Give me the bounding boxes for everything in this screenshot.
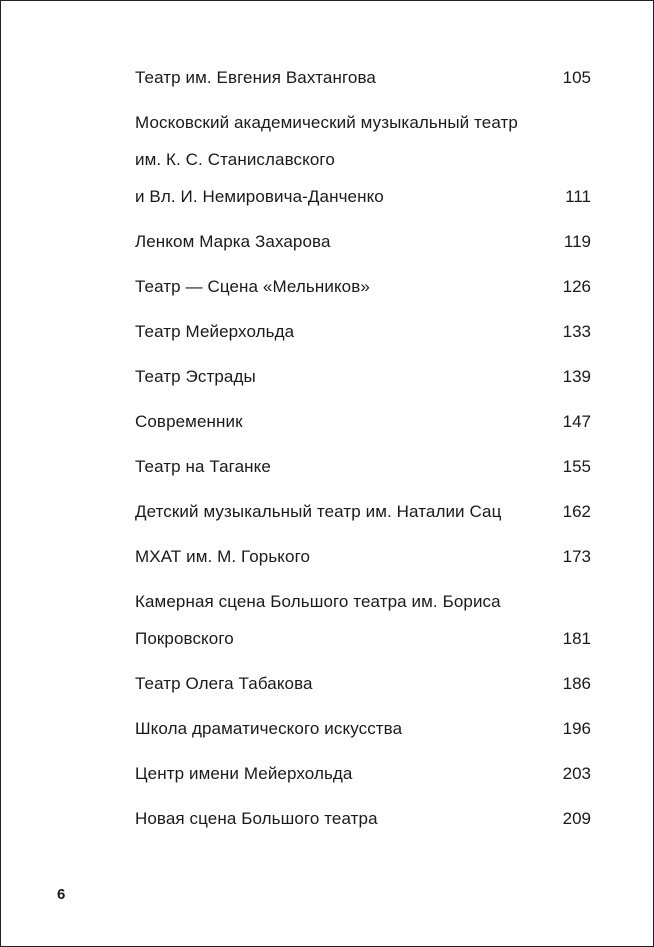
- toc-entry-title-line: Новая сцена Большого театра: [135, 809, 378, 828]
- toc-entry-page-number: 203: [562, 764, 591, 783]
- toc-entry-page-number: 162: [562, 502, 591, 521]
- toc-entry-title-line: Камерная сцена Большого театра им. Бориса: [135, 592, 501, 611]
- toc-entry: [135, 268, 591, 305]
- toc-entry-title-line: Ленком Марка Захарова: [135, 232, 331, 251]
- toc-entry: [135, 403, 591, 440]
- toc-entry: [135, 59, 591, 96]
- toc-entry-title-line: Театр Эстрады: [135, 367, 256, 386]
- toc-entry-page-number: 105: [562, 68, 591, 87]
- toc-entry-title-line: Театр — Сцена «Мельников»: [135, 277, 370, 296]
- toc-entry-page-number: 119: [563, 232, 591, 251]
- toc-entry-page-number: 139: [562, 367, 591, 386]
- toc-entry-page-number: 173: [562, 547, 591, 566]
- toc-entry: [135, 358, 591, 395]
- toc-entry: [135, 755, 591, 792]
- toc-entry-title-line: Театр им. Евгения Вахтангова: [135, 68, 376, 87]
- toc-entry: [135, 665, 591, 702]
- toc-entry-title-line: Театр Мейерхольда: [135, 322, 295, 341]
- toc-entry-page-number: 126: [562, 277, 591, 296]
- toc-entry-title-line: им. К. С. Станиславского: [135, 150, 335, 169]
- toc-entry-page-number: 196: [562, 719, 591, 738]
- toc-entry-title-line: Детский музыкальный театр им. Наталии Сац: [135, 502, 502, 521]
- toc-entry-page-number: 186: [562, 674, 591, 693]
- toc-entry-page-number: 147: [562, 412, 591, 431]
- toc-entry-title-line: МХАТ им. М. Горького: [135, 547, 311, 566]
- toc-entry-title-line: Театр на Таганке: [135, 457, 271, 476]
- toc-entry: [135, 104, 591, 215]
- toc-entry: [135, 800, 591, 837]
- toc-entry-page-number: 111: [565, 187, 591, 206]
- toc-entry-title-line: Театр Олега Табакова: [135, 674, 313, 693]
- toc-entry: [135, 710, 591, 747]
- toc-entry-page-number: 133: [562, 322, 591, 341]
- toc-entry-page-number: 209: [562, 809, 591, 828]
- toc-entry: [135, 448, 591, 485]
- toc-entry: [135, 538, 591, 575]
- toc-entry: [135, 493, 591, 530]
- page-number: 6: [57, 886, 66, 903]
- toc-entry: [135, 313, 591, 350]
- table-of-contents: [135, 59, 591, 845]
- toc-entry: [135, 583, 591, 657]
- toc-entry-title-line: Центр имени Мейерхольда: [135, 764, 353, 783]
- toc-entry-page-number: 181: [562, 629, 591, 648]
- toc-entry-title-line: Московский академический музыкальный театр: [135, 113, 518, 132]
- toc-entry-title-line: Школа драматического искусства: [135, 719, 403, 738]
- toc-entry-page-number: 155: [562, 457, 591, 476]
- toc-entry-title-line: Покровского: [135, 629, 234, 648]
- toc-entry-title-line: Современник: [135, 412, 243, 431]
- toc-entry-title-line: и Вл. И. Немировича-Данченко: [135, 187, 384, 206]
- toc-entry: [135, 223, 591, 260]
